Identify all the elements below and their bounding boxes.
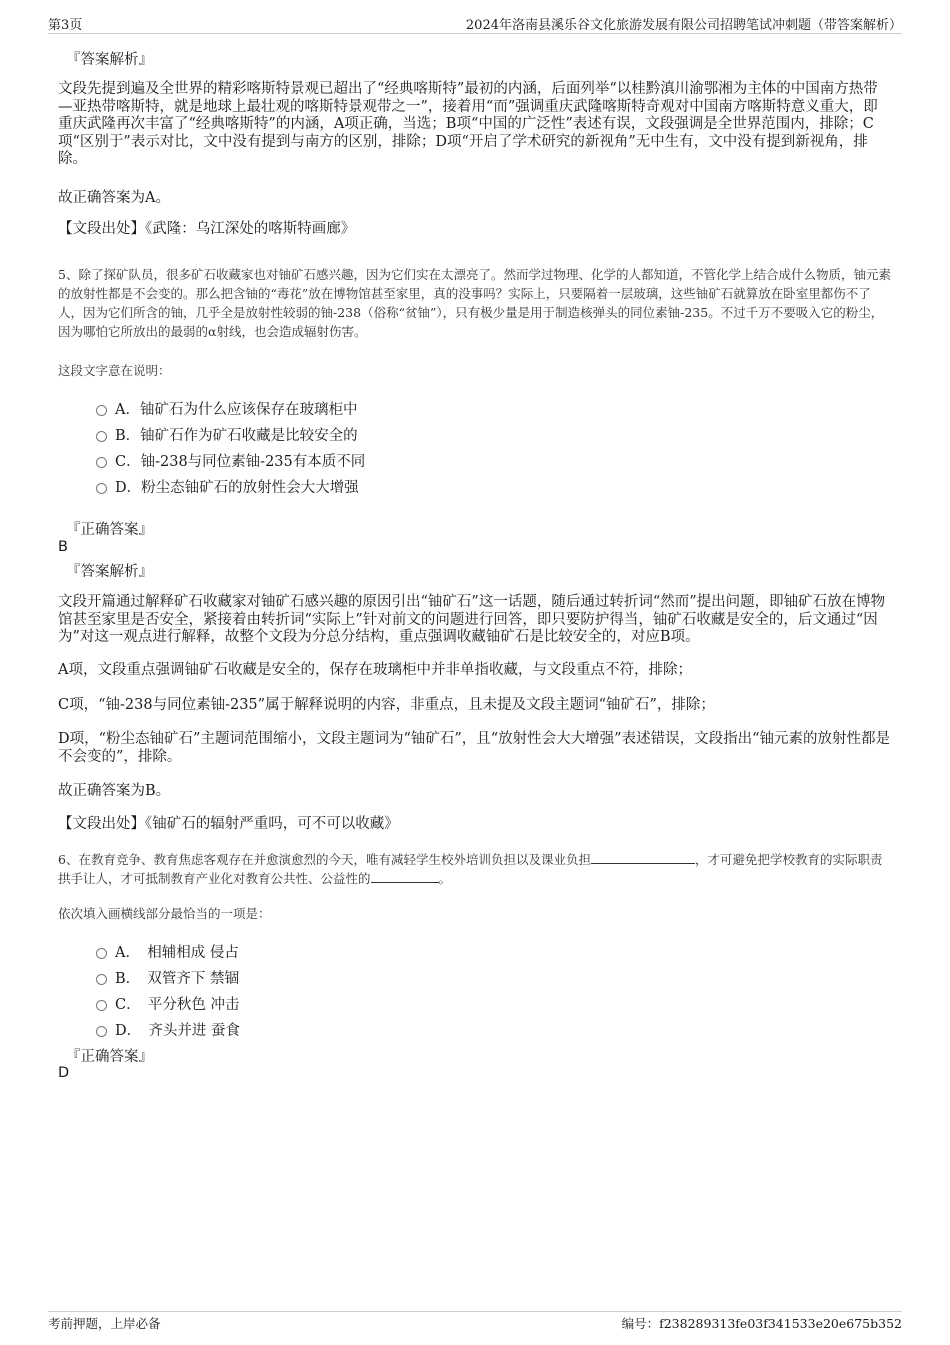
document-id: 编号：f238289313fe03f341533e20e675b352 <box>621 1316 902 1331</box>
q6-text-part3: 。 <box>438 871 452 886</box>
footer-divider <box>48 1311 902 1312</box>
q5-option-c[interactable] <box>96 450 365 471</box>
conclusion: 故正确答案为A。 <box>58 190 170 206</box>
correct-answer-label: 『正确答案』 <box>66 1049 153 1065</box>
option-label: B． 双管齐下 禁锢 <box>115 971 240 987</box>
option-label: C． 平分秋色 冲击 <box>115 997 240 1013</box>
question-6-text <box>58 850 892 888</box>
analysis-paragraph: 文段先提到遍及全世界的精彩喀斯特景观已超出了“经典喀斯特”最初的内涵，后面列举“以桂黔滇川渝鄂湘为主体的中国南方热带—亚热带喀斯特，就是地球上最壮观的喀斯特景观带之一”，接着用“而”强调重庆武隆喀斯特奇观对中国南方喀斯特意义重大，即重庆武隆再次丰富了“经典喀斯特”的内涵，A项正确，当选；B项“中国的广泛性”表述有误，文段强调是全世界范围内，排除；C项“区别于”表示对比，文中没有提到与南方的区别，排除；D项“开启了学术研究的新视角”无中生有，文中没有提到新视角，排除。 <box>58 81 878 167</box>
analysis-label: 『答案解析』 <box>66 564 153 580</box>
q6-text-part1: 6、在教育竞争、教育焦虑客观存在并愈演愈烈的今天，唯有减轻学生校外培训负担以及课业负担 <box>58 852 591 867</box>
q6-option-a[interactable] <box>96 941 239 962</box>
document-title: 2024年洛南县溪乐谷文化旅游发展有限公司招聘笔试冲刺题（带答案解析） <box>465 18 902 33</box>
conclusion: 故正确答案为B。 <box>58 783 171 799</box>
option-label: D．粉尘态铀矿石的放射性会大大增强 <box>115 480 359 496</box>
analysis-paragraph: 文段开篇通过解释矿石收藏家对铀矿石感兴趣的原因引出“铀矿石”这一话题，随后通过转折词“然而”提出问题，即铀矿石放在博物馆甚至家里是否安全，紧接着由转折词“实际上”针对前文的问题进行回答，即只要防护得当，铀矿石收藏是安全的，后文通过“因为”对这一观点进行解释，故整个文段为分总分结构，重点强调收藏铀矿石是比较安全的，对应B项。 <box>58 594 886 645</box>
footer-slogan: 考前押题，上岸必备 <box>48 1316 161 1331</box>
q6-option-b[interactable] <box>96 967 239 988</box>
radio-icon[interactable] <box>96 1026 107 1037</box>
q5-option-d[interactable] <box>96 476 359 497</box>
radio-icon[interactable] <box>96 948 107 959</box>
option-label: D． 齐头并进 蚕食 <box>115 1023 240 1039</box>
blank-line-1 <box>591 851 695 864</box>
option-label: A． 相辅相成 侵占 <box>115 945 239 961</box>
question-6-prompt: 依次填入画横线部分最恰当的一项是： <box>58 906 271 921</box>
correct-answer-label: 『正确答案』 <box>66 522 153 538</box>
blank-line-2 <box>371 870 439 883</box>
page-number: 第3页 <box>48 18 83 33</box>
option-label: B．铀矿石作为矿石收藏是比较安全的 <box>115 428 358 444</box>
q6-text-part2: ，才可避免把学校教育的实际职责拱手让人，才可抵制教育产业化对教育公共性、公益性的 <box>58 852 883 886</box>
radio-icon[interactable] <box>96 1000 107 1011</box>
header-divider <box>48 33 902 34</box>
question-5-prompt: 这段文字意在说明： <box>58 363 171 378</box>
option-c-note: C项，“铀-238与同位素铀-235”属于解释说明的内容，非重点，且未提及文段主题词“铀矿石”，排除； <box>58 697 715 713</box>
question-5-text: 5、除了探矿队员，很多矿石收藏家也对铀矿石感兴趣，因为它们实在太漂亮了。然而学过物理、化学的人都知道，不管化学上结合成什么物质，铀元素的放射性都是不会变的。那么把含铀的“毒花”放在博物馆甚至家里，真的没事吗？实际上，只要隔着一层玻璃，这些铀矿石就算放在卧室里都伤不了人，因为它们所含的铀，几乎全是放射性较弱的铀-238（俗称“贫铀”），只有极少量是用于制造核弹头的同位素铀-235。不过千万不要吸入它的粉尘，因为哪怕它所放出的最弱的α射线，也会造成辐射伤害。 <box>58 267 891 339</box>
correct-answer-value: B <box>58 539 68 555</box>
radio-icon[interactable] <box>96 483 107 494</box>
option-label: A．铀矿石为什么应该保存在玻璃柜中 <box>115 402 358 418</box>
radio-icon[interactable] <box>96 457 107 468</box>
radio-icon[interactable] <box>96 974 107 985</box>
q6-option-c[interactable] <box>96 993 239 1014</box>
option-d-note: D项，“粉尘态铀矿石”主题词范围缩小，文段主题词为“铀矿石”，且“放射性会大大增强”表述错误，文段指出“铀元素的放射性都是不会变的”，排除。 <box>58 731 891 765</box>
option-a-note: A项，文段重点强调铀矿石收藏是安全的，保存在玻璃柜中并非单指收藏，与文段重点不符，排除； <box>58 662 692 678</box>
q5-option-b[interactable] <box>96 424 358 445</box>
source-citation: 【文段出处】《武隆：乌江深处的喀斯特画廊》 <box>58 221 356 237</box>
radio-icon[interactable] <box>96 405 107 416</box>
correct-answer-value: D <box>58 1065 70 1081</box>
radio-icon[interactable] <box>96 431 107 442</box>
option-label: C．铀-238与同位素铀-235有本质不同 <box>115 454 366 470</box>
q6-option-d[interactable] <box>96 1019 240 1040</box>
source-citation: 【文段出处】《铀矿石的辐射严重吗，可不可以收藏》 <box>58 816 399 832</box>
analysis-label: 『答案解析』 <box>66 52 153 68</box>
q5-option-a[interactable] <box>96 398 357 419</box>
